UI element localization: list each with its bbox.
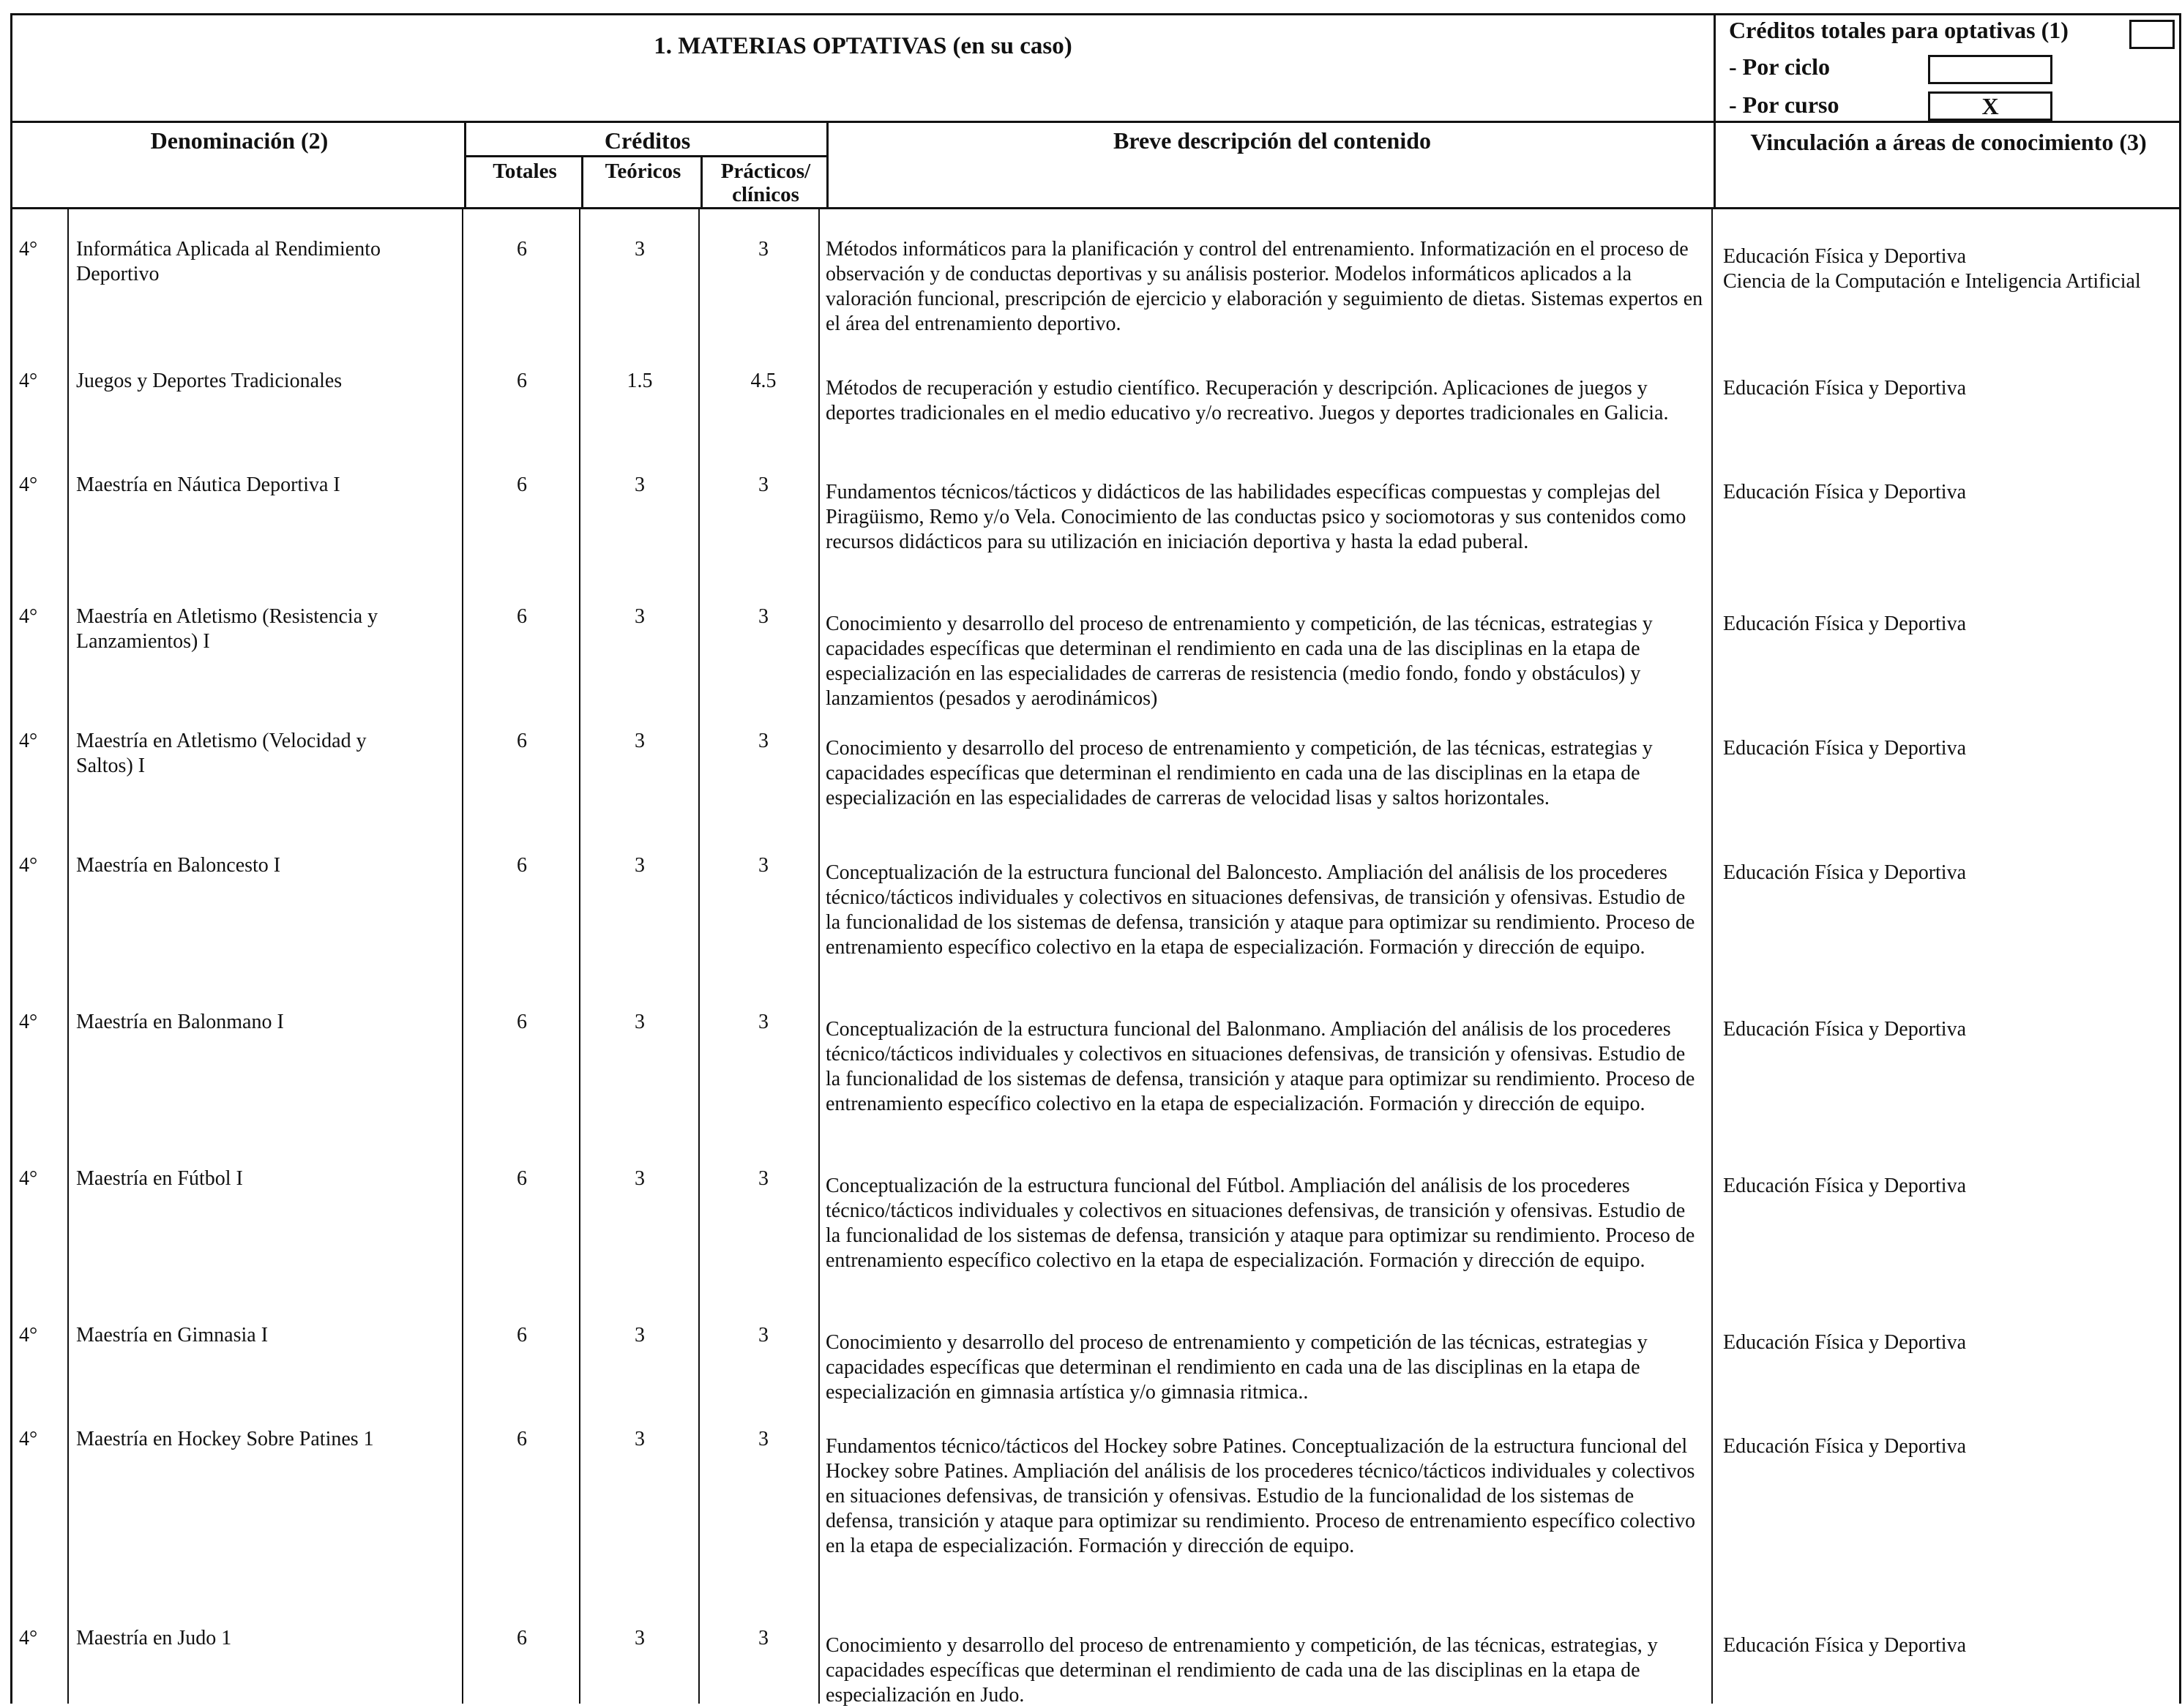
row-denominacion: Informática Aplicada al Rendimiento Deportivo — [76, 238, 381, 285]
row-descripcion: Conocimiento y desarrollo del proceso de entrenamiento y competición de las técnicas, estrategias y capacidades específicas que determinan el rendimiento en cada una de las disciplinas en la etapa de especialización en gimnasia artística y/o gimnasia ritmica.. — [826, 1331, 1648, 1404]
row-totales: 6 — [517, 473, 527, 496]
row-denominacion: Maestría en Náutica Deportiva I — [76, 473, 340, 496]
row-totales: 6 — [517, 1627, 527, 1649]
row-year: 4° — [19, 1011, 38, 1033]
row-descripcion: Fundamentos técnico/tácticos del Hockey sobre Patines. Conceptualización de la estructura funcional del Hockey sobre Patines. Ampliación del análisis de los procederes técnico/tácticos individuales y colectivos en situaciones defensivas, de transición y ofensivas. Estudio de la funcionalidad de los sistemas de defensa, transición y ataque para optimizar su rendimiento. Proceso de entrenamiento específico colectivo en la etapa de especialización. Formación y dirección de equipo. — [826, 1435, 1695, 1557]
document-page — [10, 13, 2181, 1707]
row-totales: 6 — [517, 238, 527, 261]
row-totales: 6 — [517, 1324, 527, 1346]
row-year: 4° — [19, 730, 38, 752]
row-areas: Educación Física y Deportiva — [1723, 1435, 1967, 1458]
row-denominacion: Maestría en Atletismo (Resistencia y Lanzamientos) I — [76, 605, 378, 653]
rule — [464, 123, 466, 209]
row-year: 4° — [19, 473, 38, 496]
row-areas: Educación Física y Deportiva — [1723, 861, 1967, 884]
row-totales: 6 — [517, 1011, 527, 1033]
col-creditos: Créditos — [604, 127, 691, 154]
row-year: 4° — [19, 854, 38, 877]
row-descripcion: Conceptualización de la estructura funcional del Balonmano. Ampliación del análisis de los procederes técnico/tácticos individuales y colectivos en situaciones defensivas, de transición y ofensivas. Estudio de la funcionalidad de los sistemas de defensa, transición y ataque para optimizar su rendimiento. Proceso de entrenamiento específico colectivo en la etapa de especialización. Formación y dirección de equipo. — [826, 1018, 1695, 1115]
per-cycle-box — [1928, 55, 2052, 84]
per-course-label: - Por curso — [1729, 91, 1839, 118]
row-totales: 6 — [517, 370, 527, 392]
row-practicos: 3 — [758, 730, 769, 752]
row-totales: 6 — [517, 730, 527, 752]
col-teoricos: Teóricos — [605, 160, 681, 183]
rule — [826, 123, 829, 209]
col-denominacion: Denominación (2) — [150, 127, 329, 154]
row-areas: Educación Física y Deportiva — [1723, 737, 1967, 760]
row-year: 4° — [19, 238, 38, 261]
col-totales: Totales — [493, 160, 557, 183]
row-practicos: 3 — [758, 605, 769, 628]
rule — [464, 155, 829, 157]
row-descripcion: Conceptualización de la estructura funcional del Baloncesto. Ampliación del análisis de los procederes técnico/tácticos individuales y colectivos en situaciones defensivas, de transición y ofensivas. Estudio de la funcionalidad de los sistemas de defensa, transición y ataque para optimizar su rendimiento. Proceso de entrenamiento específico colectivo en la etapa de especialización. Formación y dirección de equipo. — [826, 861, 1695, 959]
row-year: 4° — [19, 605, 38, 628]
row-denominacion: Maestría en Fútbol I — [76, 1167, 243, 1190]
row-denominacion: Maestría en Atletismo (Velocidad y Saltos) I — [76, 730, 367, 777]
row-descripcion: Conceptualización de la estructura funcional del Fútbol. Ampliación del análisis de los procederes técnico/tácticos individuales y colectivos en situaciones defensivas, de transición y ofensivas. Estudio de la funcionalidad de los sistemas de defensa, transición y ataque para optimizar su rendimiento. Proceso de entrenamiento específico colectivo en la etapa de especialización. Formación y dirección de equipo. — [826, 1175, 1695, 1272]
per-cycle-label: - Por ciclo — [1729, 53, 1831, 80]
header-block — [10, 13, 2181, 123]
row-denominacion: Maestría en Judo 1 — [76, 1627, 232, 1649]
row-teoricos: 3 — [635, 473, 645, 496]
row-teoricos: 3 — [635, 238, 645, 261]
row-practicos: 3 — [758, 238, 769, 261]
row-year: 4° — [19, 1428, 38, 1450]
row-denominacion: Maestría en Baloncesto I — [76, 854, 281, 877]
row-totales: 6 — [517, 854, 527, 877]
row-teoricos: 3 — [635, 1167, 645, 1190]
row-totales: 6 — [517, 1167, 527, 1190]
row-teoricos: 3 — [635, 1324, 645, 1346]
total-credits-box — [2129, 20, 2175, 49]
row-teoricos: 3 — [635, 1428, 645, 1450]
column-header-row — [10, 123, 2181, 209]
row-areas: Educación Física y Deportiva — [1723, 1634, 1967, 1657]
per-course-box: X — [1928, 91, 2052, 121]
row-areas: Educación Física y Deportiva — [1723, 1175, 1967, 1197]
row-practicos: 3 — [758, 854, 769, 877]
col-descripcion: Breve descripción del contenido — [1113, 127, 1432, 154]
subjects-table-body — [10, 209, 2181, 1707]
rule — [700, 155, 703, 209]
row-year: 4° — [19, 1167, 38, 1190]
row-teoricos: 3 — [635, 1011, 645, 1033]
row-descripcion: Métodos informáticos para la planificación y control del entrenamiento. Informatización en el proceso de observación y de conductas deportivas y su análisis posterior. Modelos informáticos aplicados a la valoración funcional, prescripción de ejercicio y elaboración y seguimiento de dietas. Sistemas expertos en el área del entrenamiento deportivo. — [826, 238, 1703, 335]
row-teoricos: 3 — [635, 605, 645, 628]
row-teoricos: 3 — [635, 854, 645, 877]
row-teoricos: 1.5 — [627, 370, 653, 392]
col-practicos: Prácticos/ clínicos — [720, 160, 811, 206]
row-year: 4° — [19, 370, 38, 392]
row-areas: Educación Física y Deportiva — [1723, 1018, 1967, 1041]
row-descripcion: Métodos de recuperación y estudio científico. Recuperación y descripción. Aplicaciones de juegos y deportes tradicionales en el medio educativo y/o recreativo. Juegos y deportes tradicionales en Galicia. — [826, 377, 1669, 424]
row-denominacion: Juegos y Deportes Tradicionales — [76, 370, 343, 392]
row-denominacion: Maestría en Hockey Sobre Patines 1 — [76, 1428, 374, 1450]
row-areas: Educación Física y Deportiva — [1723, 1331, 1967, 1354]
row-areas: Educación Física y Deportiva Ciencia de la Computación e Inteligencia Artificial — [1723, 245, 2141, 293]
rule — [1714, 123, 1716, 209]
row-descripcion: Fundamentos técnicos/tácticos y didácticos de las habilidades específicas compuestas y complejas del Piragüismo, Remo y/o Vela. Conocimiento de las conductas psico y sociomotoras y sus contenidos como recursos didácticos para su utilización en iniciación deportiva y hasta la edad puberal. — [826, 481, 1686, 553]
total-credits-label: Créditos totales para optativas (1) — [1729, 17, 2069, 43]
row-descripcion: Conocimiento y desarrollo del proceso de entrenamiento y competición, de las técnicas, estrategias, y capacidades específicas que determinan el rendimiento de cada una de las disciplinas en la etapa de especialización en Judo. — [826, 1634, 1658, 1707]
credits-summary — [1716, 15, 2179, 121]
row-practicos: 4.5 — [750, 370, 777, 392]
row-year: 4° — [19, 1324, 38, 1346]
page-title: 1. MATERIAS OPTATIVAS (en su caso) — [654, 33, 1072, 59]
row-practicos: 3 — [758, 473, 769, 496]
row-year: 4° — [19, 1627, 38, 1649]
header-title-cell — [12, 15, 1716, 121]
row-practicos: 3 — [758, 1167, 769, 1190]
rule — [581, 155, 583, 209]
col-vinculacion: Vinculación a áreas de conocimiento (3) — [1750, 129, 2147, 155]
row-areas: Educación Física y Deportiva — [1723, 481, 1967, 503]
row-areas: Educación Física y Deportiva — [1723, 377, 1967, 400]
row-totales: 6 — [517, 605, 527, 628]
row-descripcion: Conocimiento y desarrollo del proceso de entrenamiento y competición, de las técnicas, estrategias y capacidades específicas que determinan el rendimiento en cada una de las disciplinas en la etapa de especialización en las especialidades de carreras de velocidad lisas y saltos horizontales. — [826, 737, 1653, 809]
row-teoricos: 3 — [635, 1627, 645, 1649]
row-descripcion: Conocimiento y desarrollo del proceso de entrenamiento y competición, de las técnicas, estrategias y capacidades específicas que determinan el rendimiento en cada una de las disciplinas en la etapa de especialización en las especialidades de carreras de resistencia (medio fondo, fondo y obstáculos) y lanzamientos (pesados y aerodinámicos) — [826, 613, 1653, 710]
row-denominacion: Maestría en Gimnasia I — [76, 1324, 269, 1346]
row-practicos: 3 — [758, 1428, 769, 1450]
row-denominacion: Maestría en Balonmano I — [76, 1011, 284, 1033]
row-practicos: 3 — [758, 1627, 769, 1649]
row-practicos: 3 — [758, 1011, 769, 1033]
row-teoricos: 3 — [635, 730, 645, 752]
row-totales: 6 — [517, 1428, 527, 1450]
row-areas: Educación Física y Deportiva — [1723, 613, 1967, 635]
row-practicos: 3 — [758, 1324, 769, 1346]
